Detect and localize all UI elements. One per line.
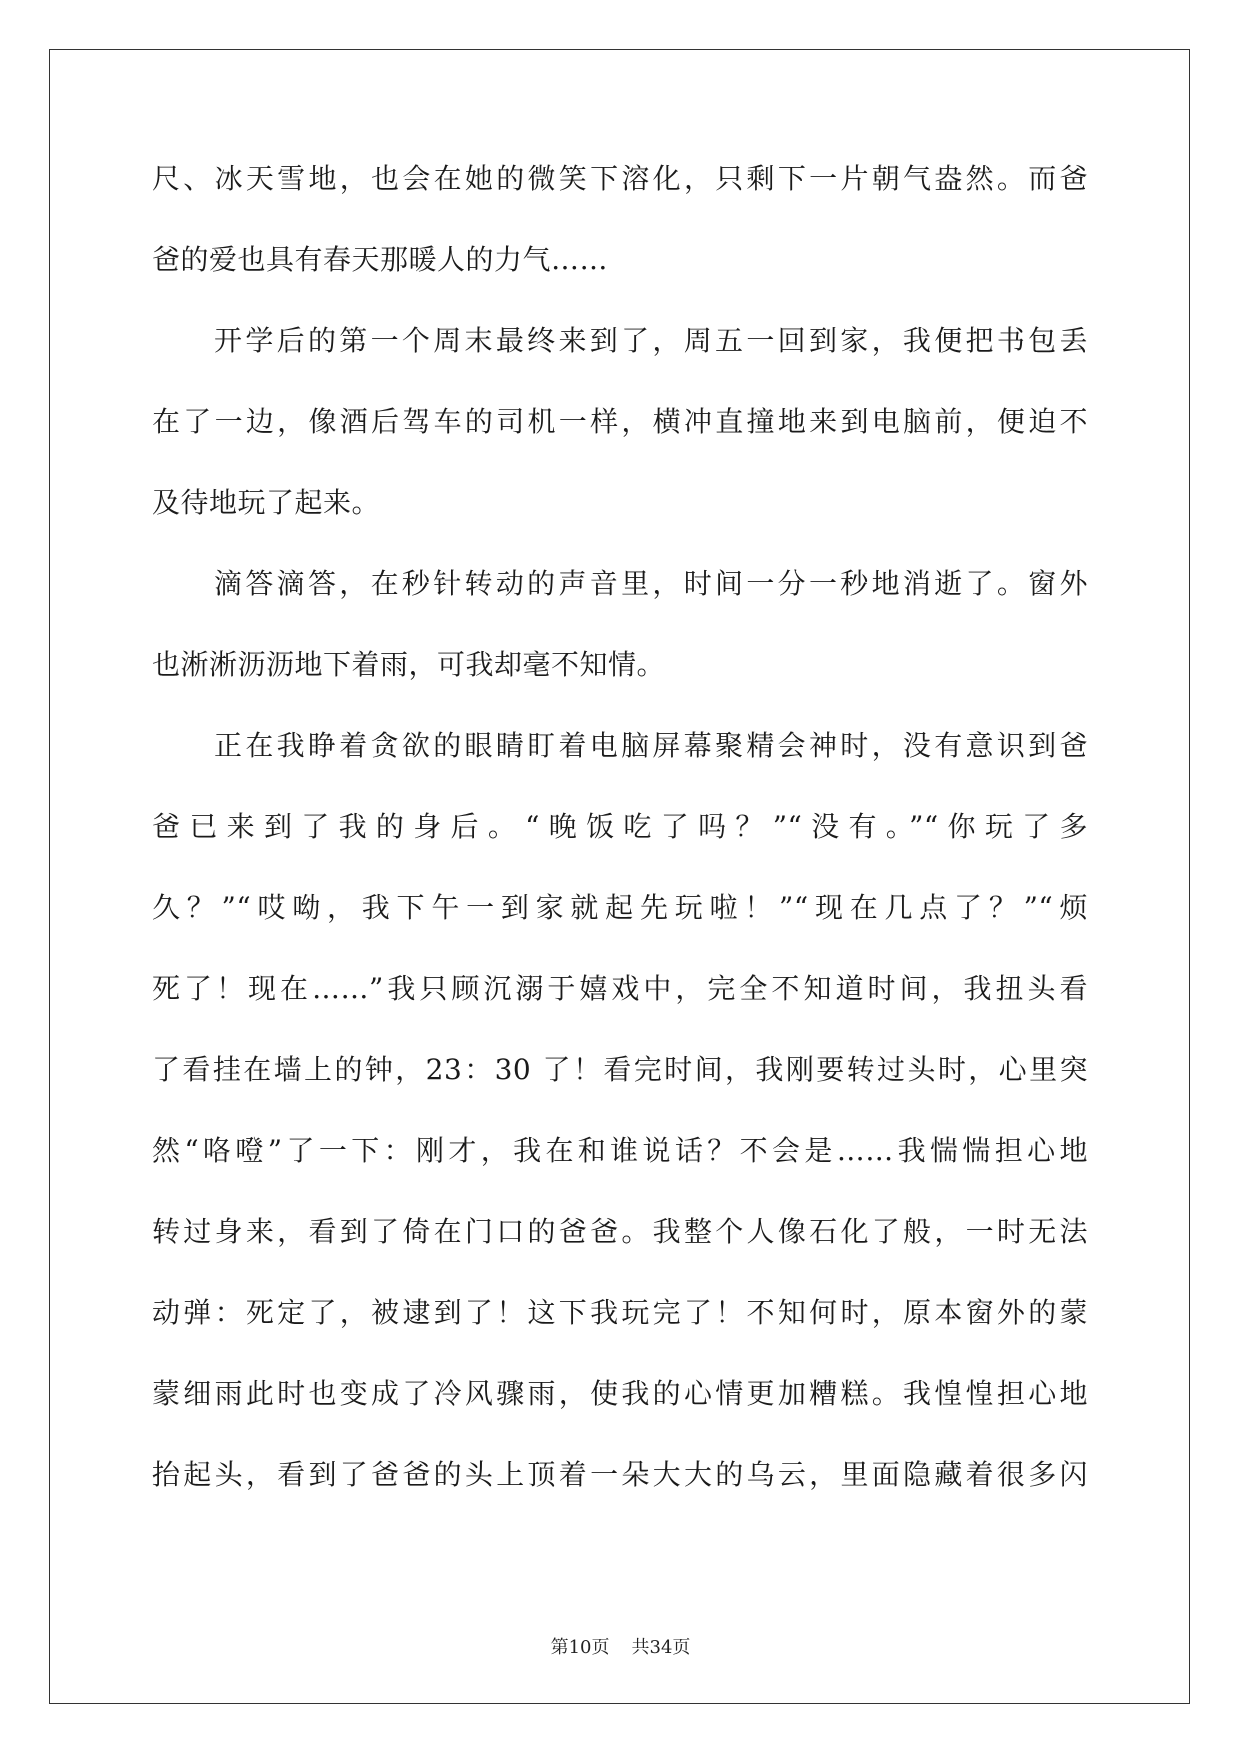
text-line: 尺、冰天雪地，也会在她的微笑下溶化，只剩下一片朝气盎然。而爸 — [152, 162, 1088, 195]
text-line: 开学后的第一个周末最终来到了，周五一回到家，我便把书包丢 — [214, 324, 1088, 357]
text-line: 爸已来到了我的身后。“晚饭吃了吗？”“没有。”“你玩了多 — [152, 810, 1088, 843]
text-line: 在了一边，像酒后驾车的司机一样，横冲直撞地来到电脑前，便迫不 — [152, 405, 1088, 438]
document-body — [152, 159, 1088, 1536]
text-line: 死了！现在……”我只顾沉溺于嬉戏中，完全不知道时间，我扭头看 — [152, 972, 1088, 1005]
page-footer — [0, 1636, 1241, 1660]
page-number: 第10页 — [550, 1637, 610, 1658]
text-line: 久？”“哎呦，我下午一到家就起先玩啦！”“现在几点了？”“烦 — [152, 891, 1088, 924]
text-line: 然“咯噔”了一下：刚才，我在和谁说话？不会是……我惴惴担心地 — [152, 1134, 1088, 1167]
text-line: 了看挂在墙上的钟，23：30 了！看完时间，我刚要转过头时，心里突 — [152, 1053, 1088, 1086]
text-line: 动弹：死定了，被逮到了！这下我玩完了！不知何时，原本窗外的蒙 — [152, 1296, 1088, 1329]
text-line: 转过身来，看到了倚在门口的爸爸。我整个人像石化了般，一时无法 — [152, 1215, 1088, 1248]
text-line: 抬起头，看到了爸爸的头上顶着一朵大大的乌云，里面隐藏着很多闪 — [152, 1458, 1088, 1491]
text-line: 滴答滴答，在秒针转动的声音里，时间一分一秒地消逝了。窗外 — [214, 567, 1088, 600]
text-line: 正在我睁着贪欲的眼睛盯着电脑屏幕聚精会神时，没有意识到爸 — [214, 729, 1088, 762]
text-line: 也淅淅沥沥地下着雨，可我却毫不知情。 — [152, 648, 666, 681]
text-line: 爸的爱也具有春天那暖人的力气…… — [152, 243, 609, 276]
text-line: 蒙细雨此时也变成了冷风骤雨，使我的心情更加糟糕。我惶惶担心地 — [152, 1377, 1088, 1410]
page-total: 共34页 — [631, 1637, 691, 1658]
text-line: 及待地玩了起来。 — [152, 486, 381, 519]
